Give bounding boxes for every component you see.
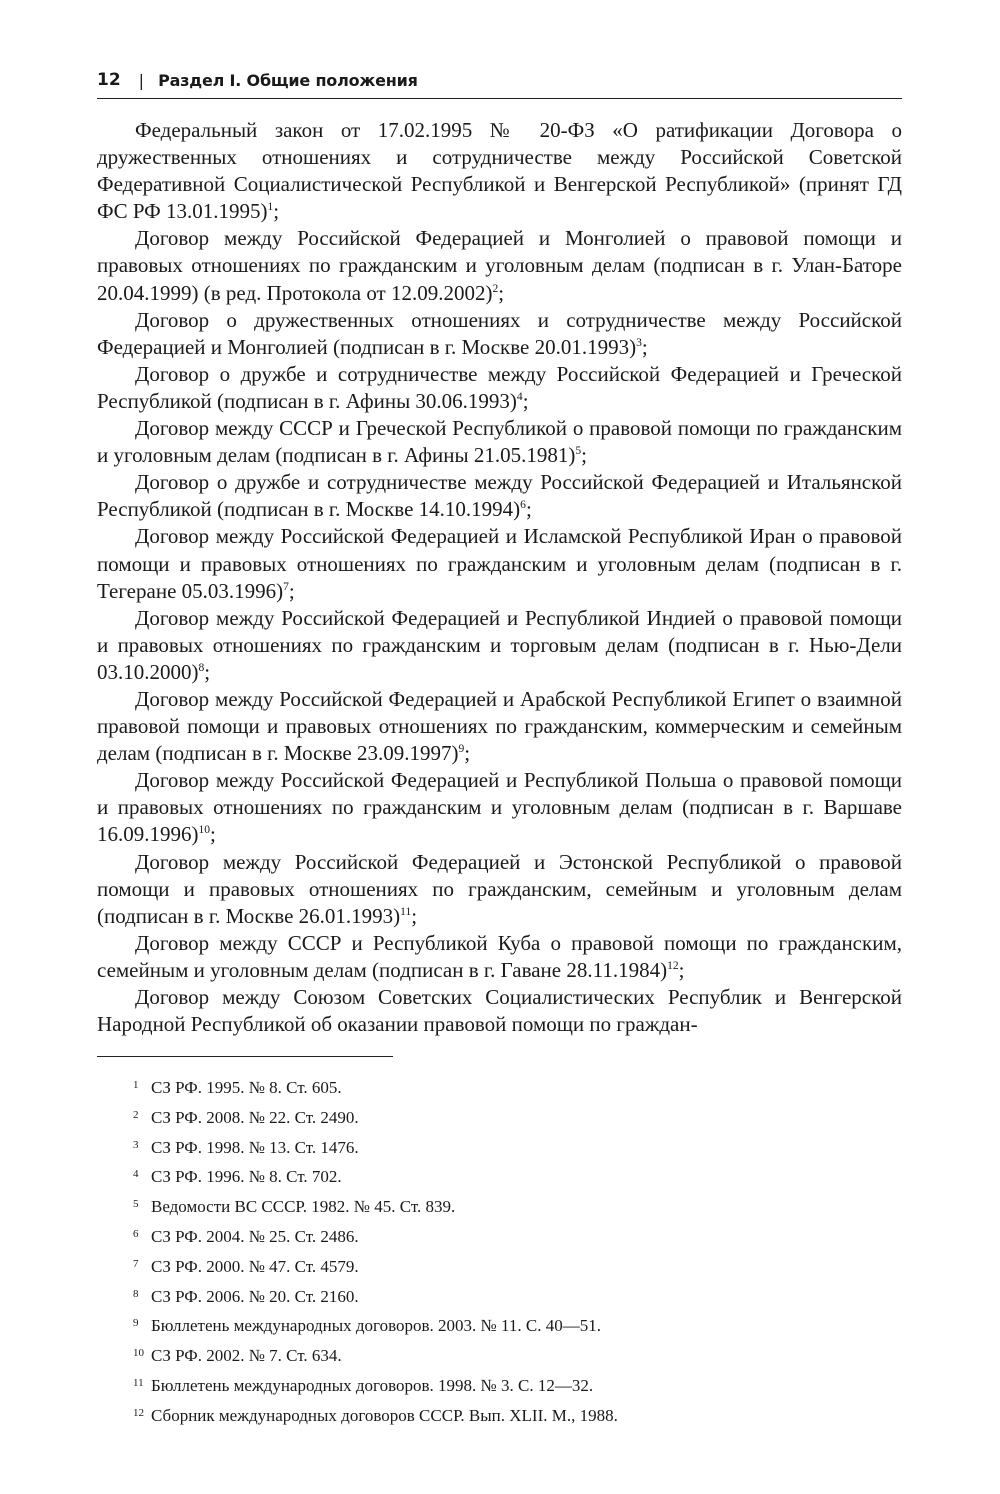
footnote-ref[interactable]: 1 <box>267 201 274 214</box>
footnote-number: 6 <box>133 1227 139 1240</box>
paragraph <box>97 930 902 984</box>
footnote-item <box>133 1281 833 1311</box>
footnote-ref[interactable]: 5 <box>575 445 582 458</box>
paragraph <box>97 469 902 523</box>
footnote-ref[interactable]: 8 <box>198 661 205 674</box>
main-text <box>97 117 902 1038</box>
paragraph <box>97 307 902 361</box>
paragraph <box>97 767 902 848</box>
running-header <box>97 64 902 96</box>
footnote-item <box>133 1251 833 1281</box>
footnote-item <box>133 1102 833 1132</box>
footnote-text: СЗ РФ. 1995. № 8. Ст. 605. <box>151 1078 342 1097</box>
header-divider <box>97 98 902 99</box>
paragraph <box>97 523 902 604</box>
footnote-number: 8 <box>133 1287 139 1300</box>
footnote-divider <box>97 1056 393 1057</box>
footnote-number: 1 <box>133 1079 139 1091</box>
footnotes <box>133 1072 833 1430</box>
paragraph-text: Договор о дружбе и сотрудничестве между Российской Федерацией и Греческой Республикой (подписан в г. Афины 30.06.1993) <box>97 361 902 413</box>
paragraph-end: ; <box>525 497 532 522</box>
paragraph-text: Договор между СССР и Республикой Куба о правовой помощи по гражданским, семейным и уголовным делам (подписан в г. Гаване 28.11.1984) <box>97 930 902 982</box>
paragraph <box>97 605 902 686</box>
footnote-text: СЗ РФ. 2008. № 22. Ст. 2490. <box>151 1107 359 1127</box>
paragraph-end: ; <box>498 280 505 305</box>
paragraph <box>97 686 902 767</box>
footnote-ref[interactable]: 9 <box>458 743 465 756</box>
footnote-ref[interactable]: 12 <box>667 959 679 972</box>
paragraph-text: Договор между Российской Федерацией и Эстонской Республикой о правовой помощи и правовых отношениях по гражданским, семейным и уголовным делам (подписан в г. Москве 26.01.1993) <box>97 849 902 928</box>
footnote-number: 9 <box>133 1317 139 1330</box>
paragraph <box>97 361 902 415</box>
paragraph-end: ; <box>581 443 587 468</box>
paragraph <box>97 849 902 930</box>
footnote-ref[interactable]: 11 <box>400 905 412 918</box>
footnote-number: 2 <box>133 1108 139 1121</box>
footnote-text: Бюллетень международных договоров. 2003. № 11. С. 40—51. <box>151 1316 601 1336</box>
footnote-item <box>133 1310 833 1340</box>
paragraph <box>97 415 902 469</box>
paragraph-text: Договор между Российской Федерацией и Республикой Индией о правовой помощи и правовых отношениях по гражданским и торговым делам (подписан в г. Нью-Дели 03.10.2000) <box>97 605 902 684</box>
footnote-text: Бюллетень международных договоров. 1998. № 3. С. 12—32. <box>151 1375 594 1395</box>
footnote-number: 10 <box>133 1347 144 1360</box>
footnote-item <box>133 1132 833 1162</box>
paragraph-text: Договор между Российской Федерацией и Республикой Польша о правовой помощи и правовых отношениях по гражданским и уголовным делам (подписан в г. Варшаве 16.09.1996) <box>97 768 902 847</box>
footnote-ref[interactable]: 6 <box>520 499 526 512</box>
paragraph-text: Договор между СССР и Греческой Республикой о правовой помощи по гражданским и уголовным делам (подписан в г. Афины 21.05.1981) <box>97 416 902 468</box>
paragraph-end: ; <box>273 199 280 224</box>
paragraph-end: ; <box>411 903 418 928</box>
paragraph-end: ; <box>288 578 295 603</box>
footnote-item <box>133 1340 833 1370</box>
footnote-ref[interactable]: 2 <box>492 282 499 295</box>
paragraph-end: ; <box>641 334 648 359</box>
footnote-item <box>133 1072 833 1102</box>
footnote-item <box>133 1370 833 1400</box>
footnote-ref[interactable]: 3 <box>636 336 642 349</box>
paragraph-text: Договор между Российской Федерацией и Арабской Республикой Египет о взаимной правовой помощи и правовых отношениях по гражданским, коммерческим и семейным делам (подписан в г. Москве 23.09.1997) <box>97 686 902 766</box>
footnote-text: СЗ РФ. 1996. № 8. Ст. 702. <box>151 1167 342 1187</box>
footnote-ref[interactable]: 10 <box>198 824 211 837</box>
header-separator: | <box>138 70 145 90</box>
footnote-number: 5 <box>133 1198 139 1211</box>
footnote-ref[interactable]: 4 <box>516 390 523 403</box>
paragraph-text: Договор о дружественных отношениях и сотрудничестве между Российской Федерацией и Монголией (подписан в г. Москве 20.01.1993) <box>97 307 902 359</box>
footnote-item <box>133 1221 833 1251</box>
footnote-text: СЗ РФ. 2004. № 25. Ст. 2486. <box>151 1226 359 1246</box>
section-title: Раздел I. Общие положения <box>158 70 418 90</box>
paragraph <box>97 117 902 225</box>
footnote-item <box>133 1191 833 1221</box>
page-number: 12 <box>97 70 121 90</box>
footnote-number: 7 <box>133 1257 139 1270</box>
paragraph-text: Договор между Российской Федерацией и Монголией о правовой помощи и правовых отношениях по гражданским и уголовным делам (подписан в г. Улан-Баторе 20.04.1999) (в ред. Протокола от 12.09.2002) <box>97 226 902 305</box>
paragraph-text: Договор между Союзом Советских Социалистических Республик и Венгерской Народной Республикой об оказании правовой помощи по граждан- <box>97 985 902 1037</box>
paragraph-end: ; <box>678 957 685 982</box>
paragraph-text: Федеральный закон от 17.02.1995 № 20-ФЗ «О ратификации Договора о дружественных отношениях и сотрудничестве между Российской Советской Федеративной Социалистической Республикой и Венгерской Республикой» (принят ГД ФС РФ 13.01.1995) <box>97 118 902 224</box>
footnote-number: 4 <box>133 1168 139 1181</box>
footnote-item <box>133 1400 833 1430</box>
footnote-text: СЗ РФ. 1998. № 13. Ст. 1476. <box>151 1137 359 1157</box>
paragraph-end: ; <box>522 388 529 413</box>
paragraph-text: Договор между Российской Федерацией и Исламской Республикой Иран о правовой помощи и правовых отношениях по гражданским и уголовным делам (подписан в г. Тегеране 05.03.1996) <box>97 524 902 603</box>
footnote-number: 12 <box>133 1406 144 1419</box>
footnote-number: 3 <box>133 1138 139 1151</box>
footnote-text: Сборник международных договоров СССР. Вып. XLII. М., 1988. <box>151 1405 618 1425</box>
paragraph <box>97 225 902 306</box>
footnote-number: 11 <box>133 1376 144 1389</box>
footnote-text: Ведомости ВС СССР. 1982. № 45. Ст. 839. <box>151 1197 456 1217</box>
footnote-text: СЗ РФ. 2000. № 47. Ст. 4579. <box>151 1256 359 1276</box>
footnote-text: СЗ РФ. 2002. № 7. Ст. 634. <box>151 1346 342 1366</box>
footnote-text: СЗ РФ. 2006. № 20. Ст. 2160. <box>151 1286 359 1306</box>
footnote-ref[interactable]: 7 <box>283 580 289 593</box>
footnote-item <box>133 1161 833 1191</box>
paragraph-end: ; <box>210 822 216 847</box>
paragraph-end: ; <box>204 659 211 684</box>
paragraph-end: ; <box>464 741 471 766</box>
paragraph <box>97 984 902 1038</box>
paragraph-text: Договор о дружбе и сотрудничестве между Российской Федерацией и Итальянской Республикой (подписан в г. Москве 14.10.1994) <box>97 470 902 522</box>
